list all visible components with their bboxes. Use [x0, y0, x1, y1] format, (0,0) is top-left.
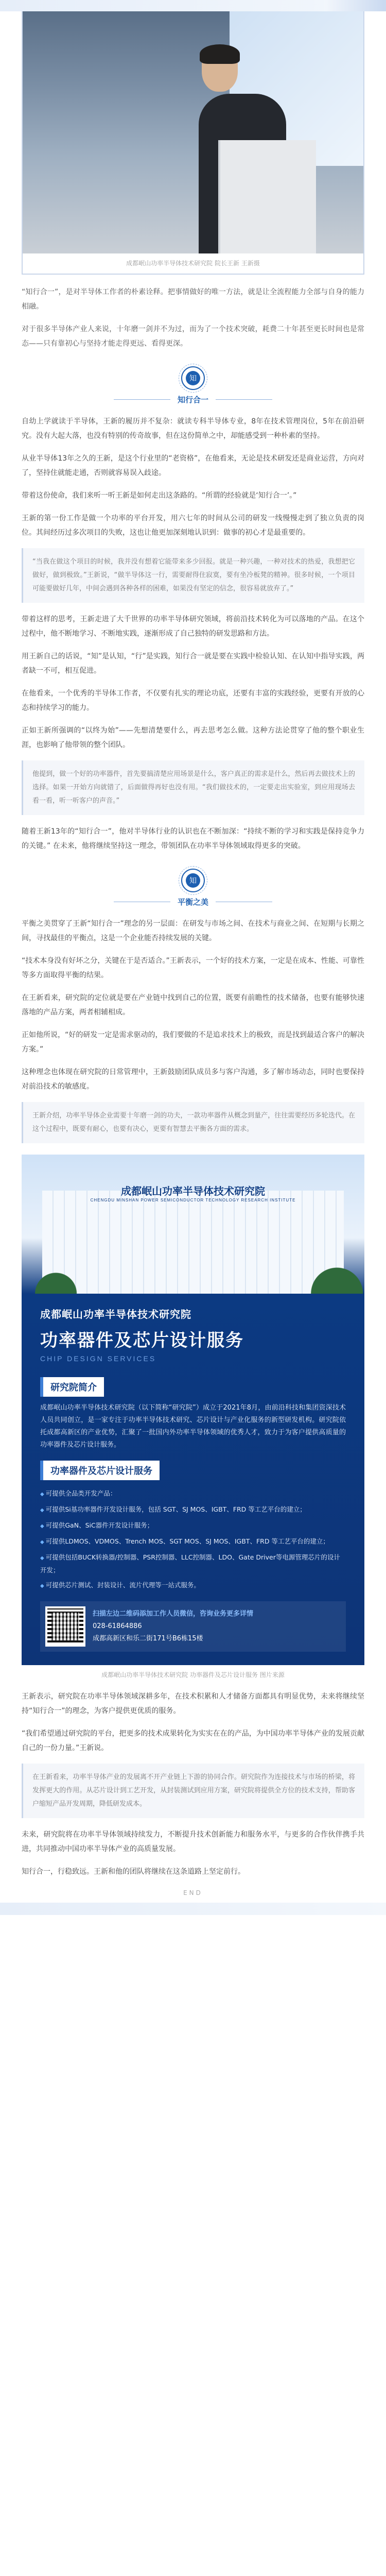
- service-list: [40, 1487, 346, 1592]
- contact-block: [40, 1601, 346, 1652]
- paragraph: 在他看来，一个优秀的半导体工作者，不仅要有扎实的理论功底，还要有丰富的实践经验，更要有开放的心态和持续学习的能力。: [22, 689, 364, 712]
- paragraph: “我们希望通过研究院的平台，把更多的技术成果转化为实实在在的产品，为中国功率半导体产业的发展贡献自己的一份力量。”王新说。: [22, 1730, 364, 1752]
- paragraph: 正如王新所强调的“以终为始”——先想清楚要什么，再去思考怎么做。这种方法论贯穿了他的整个职业生涯，也影响了他带领的整个团队。: [22, 726, 364, 749]
- paragraph: 在王新看来，研究院的定位就是要在产业链中找到自己的位置，既要有前瞻性的技术储备，也要有能够快速落地的产品方案，两者相辅相成。: [22, 994, 364, 1016]
- section-badge-icon: [181, 869, 205, 892]
- paragraph: “技术本身没有好坏之分，关键在于是否适合。”王新表示，一个好的技术方案，一定是在成本、性能、可靠性等多方面取得平衡的结果。: [22, 957, 364, 979]
- section-heading: [0, 366, 386, 405]
- paragraph: 平衡之美贯穿了王新“知行合一”理念的另一层面：在研发与市场之间、在技术与商业之间、在短期与长期之间，寻找最佳的平衡点，这是一个企业能否持续发展的关键。: [22, 920, 364, 942]
- divider: [114, 399, 170, 400]
- section-badge-glyph: 知: [186, 371, 200, 385]
- podium: [218, 140, 316, 253]
- bottom-decoration: [0, 1903, 386, 1915]
- photo-caption: 成都岷山功率半导体技术研究院 院长王新 王新摄: [126, 260, 260, 267]
- paragraph: 知行合一，行稳致远。王新和他的团队将继续在这条道路上坚定前行。: [22, 1868, 245, 1876]
- speaker-photo: [23, 11, 363, 253]
- section-badge-glyph: 知: [186, 873, 200, 888]
- service-poster: [22, 1155, 364, 1665]
- poster-intro-text: 成都岷山功率半导体技术研究院（以下简称“研究院”）成立于2021年8月，由前沿科技和集团资深技术人员共同创立，是一家专注于功率半导体技术研究、芯片设计与产业化服务的新型研发机构。研究院依托成都高新区的产业优势，汇聚了一批国内外功率半导体领域的优秀人才，致力于为客户提供高质量的功率器件及芯片设计服务。: [40, 1404, 346, 1449]
- section-body: [22, 917, 364, 1143]
- paragraph: 带着这样的思考，王新走进了大千世界的功率半导体研究领域，将前沿技术转化为可以落地的产品。在这个过程中，他不断地学习、不断地实践，逐渐形成了自己独特的研发思路和方法。: [22, 615, 364, 638]
- paragraph: 自幼上学就读于半导体，王新的履历并不复杂：就读专科半导体专业，8年在技术管理岗位，5年在前沿研究。没有大起大落，也没有特别的传奇故事，但在这份简单之中，却能感受到一种朴素的坚持。: [22, 417, 364, 440]
- poster-headline: 功率器件及芯片设计服务: [40, 1330, 244, 1351]
- paragraph: 带着这份使命，我们来听一听王新是如何走出这条路的。“所谓的经验就是‘知行合一’。”: [22, 492, 297, 500]
- contact-address: 成都高新区和乐二街171号B6栋15楼: [93, 1635, 203, 1642]
- building-signboard-en: CHENGDU MINSHAN POWER SEMICONDUCTOR TECHNOLOGY RESEARCH INSTITUTE: [90, 1198, 296, 1202]
- service-item: ◆ 可提供GaN、SiC器件开发设计服务；: [40, 1519, 346, 1532]
- lead-paragraph: “知行合一”，是对半导体工作者的朴素诠释。把事情做好的唯一方法，就是让全流程能力全部与自身的能力相融。: [22, 288, 364, 311]
- paragraph: 未来，研究院将在功率半导体领域持续发力，不断提升技术创新能力和服务水平，与更多的合作伙伴携手共进，共同推动中国功率半导体产业的高质量发展。: [22, 1831, 364, 1853]
- paragraph: 从业半导体13年之久的王新，是这个行业里的“老资格”，在他看来，无论是技术研发还是商业运营，方向对了，坚持住就能走通，否则就容易误入歧途。: [22, 454, 364, 477]
- building-signboard: 成都岷山功率半导体技术研究院: [121, 1186, 265, 1197]
- poster-section-title: 功率器件及芯片设计服务: [40, 1461, 160, 1480]
- paragraph: 用王新自己的话说，“知”是认知，“行”是实践，知行合一就是要在实践中检验认知、在认知中指导实践，两者缺一不可，相互促进。: [22, 652, 364, 675]
- photo-frame: [22, 11, 364, 275]
- lead-section: [22, 285, 364, 351]
- paragraph: 王新的第一份工作是做一个功率的平台开发，用六七年的时间从公司的研发一线慢慢走到了独立负责的岗位。其间经历过多次项目的失败，这也让他更加深刻地认识到：做事的初心才是最重要的。: [22, 514, 364, 537]
- end-marker: END: [183, 1889, 203, 1896]
- paragraph: 王新表示，研究院在功率半导体领域深耕多年，在技术积累和人才储备方面都具有明显优势，未来将继续坚持“知行合一”的理念，为客户提供更优质的服务。: [22, 1692, 364, 1715]
- top-decoration: [0, 0, 386, 11]
- contact-phone[interactable]: 028-61864886: [93, 1622, 142, 1630]
- paragraph: 正如他所说，“好的研发一定是需求驱动的，我们要做的不是追求技术上的极致，而是找到最适合客户的解决方案。”: [22, 1031, 364, 1054]
- corner-decoration: [324, 0, 386, 11]
- poster-header: [22, 1294, 364, 1368]
- poster-org-name: 成都岷山功率半导体技术研究院: [40, 1308, 191, 1320]
- section-title: 平衡之美: [177, 897, 208, 907]
- service-item: ◆ 可提供芯片测试、封装设计、流片代理等一站式服务。: [40, 1579, 346, 1592]
- contact-lines: [93, 1608, 253, 1645]
- quote-block: “当我在做这个项目的时候，我并没有想着它能带来多少回报。就是一种兴趣，一种对技术的热爱，我想把它做好，做到极致。”王新说，“做半导体这一行，需要耐得住寂寞，要有坐冷板凳的精神。很多时候，一个项目可能要做好几年，中间会遇到各种各样的困难，如果没有坚定的信念，很容易就放弃了。”: [22, 548, 364, 603]
- paragraph: 这种理念也体现在研究院的日常管理中，王新鼓励团队成员多与客户沟通，多了解市场动态，同时也要保持对前沿技术的敏感度。: [22, 1068, 364, 1091]
- poster-caption: 成都岷山功率半导体技术研究院 功率器件及芯片设计服务 图片来源: [101, 1671, 285, 1679]
- quote-block: 王新介绍，功率半导体企业需要十年磨一剑的功夫，一款功率器件从概念到量产，往往需要经历多轮迭代。在这个过程中，既要有耐心，也要有决心，更要有智慧去平衡各方面的需求。: [22, 1102, 364, 1143]
- divider: [216, 399, 272, 400]
- section-title: 知行合一: [177, 395, 208, 404]
- section-body: [22, 414, 364, 853]
- section-body: [22, 1689, 364, 1879]
- section-title-row: [114, 896, 272, 907]
- institute-building-image: [22, 1155, 364, 1294]
- service-item: ◆ 可提供包括BUCK转换器/控制器、PSR控制器、LLC控制器、LDO、Gate Driver等电源管理芯片的设计开发；: [40, 1551, 346, 1576]
- section-badge-icon: [181, 366, 205, 390]
- service-item: ◆ 可提供Si基功率器件开发设计服务，包括 SGT、SJ MOS、IGBT、FRD 等工艺平台的建立；: [40, 1503, 346, 1516]
- section-heading: [0, 869, 386, 907]
- qr-code-icon[interactable]: [45, 1606, 85, 1647]
- lead-paragraph: 对于很多半导体产业人来说，十年磨一剑并不为过，而为了一个技术突破，耗费二十年甚至更长时间也是常态——只有靠初心与坚持才能走得更远、看得更深。: [22, 325, 364, 348]
- trees-decoration: [22, 1258, 364, 1294]
- paragraph: 随着王新13年的“知行合一”，他对半导体行业的认识也在不断加深：“持续不断的学习和实践是保持竞争力的关键。” 在未来，他将继续坚持这一理念，带领团队在功率半导体领域取得更多的突破。: [22, 827, 364, 850]
- quote-block: 在王新看来，功率半导体产业的发展离不开产业链上下游的协同合作。研究院作为连接技术与市场的桥梁，将发挥更大的作用。从芯片设计到工艺开发，从封装测试到应用方案，研究院将提供全方位的技术支持，帮助客户缩短产品开发周期，降低研发成本。: [22, 1764, 364, 1818]
- service-item: ◆ 可提供LDMOS、VDMOS、Trench MOS、SGT MOS、SJ MOS、IGBT、FRD 等工艺平台的建立；: [40, 1535, 346, 1548]
- section-title-row: [114, 394, 272, 405]
- poster-section-title: 研究院简介: [40, 1377, 104, 1397]
- contact-title: 扫描左边二维码添加工作人员微信，咨询业务更多详情: [93, 1610, 254, 1618]
- speaker-hair: [200, 44, 240, 64]
- quote-block: 他提到，做一个好的功率器件，首先要搞清楚应用场景是什么，客户真正的需求是什么，然后再去做技术上的选择。如果一开始方向就错了，后面做得再好也没有用。“我们做技术的，一定要走出实验室，到应用现场去看一看，听一听客户的声音。”: [22, 760, 364, 815]
- service-item: ◆ 可提供全品类开发产品：: [40, 1487, 346, 1500]
- poster-headline-en: CHIP DESIGN SERVICES: [40, 1354, 156, 1363]
